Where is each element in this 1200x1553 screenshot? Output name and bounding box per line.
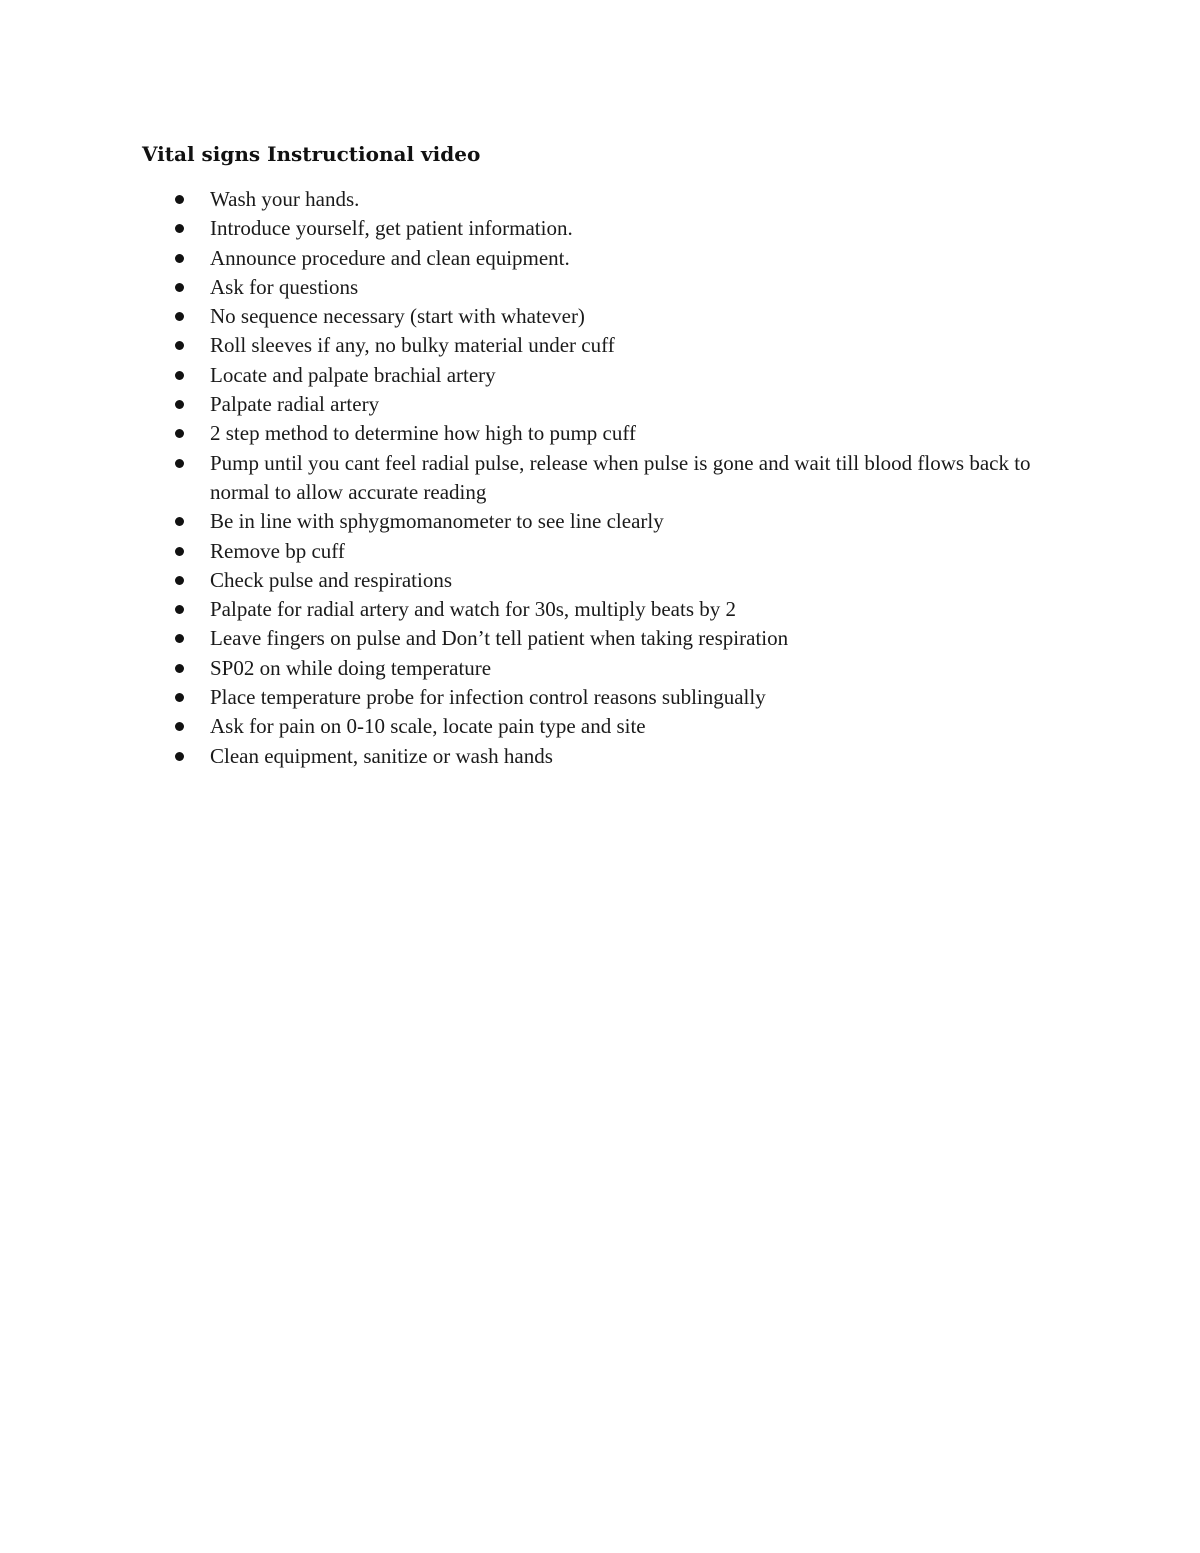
- bullet-icon: [175, 722, 184, 731]
- bullet-icon: [175, 664, 184, 673]
- list-item: [210, 449, 1070, 508]
- bullet-icon: [175, 195, 184, 204]
- list-item: [210, 390, 1070, 419]
- list-item-text: 2 step method to determine how high to pump cuff: [210, 421, 636, 446]
- list-item-text: SP02 on while doing temperature: [210, 655, 492, 680]
- list-item: [210, 537, 1070, 566]
- list-item-text: Clean equipment, sanitize or wash hands: [210, 743, 553, 768]
- bullet-icon: [175, 547, 184, 556]
- list-item: [210, 624, 1070, 653]
- bullet-icon: [175, 693, 184, 702]
- bullet-icon: [175, 400, 184, 409]
- list-item-text: Ask for pain on 0-10 scale, locate pain type and site: [210, 714, 646, 739]
- bullet-icon: [175, 371, 184, 380]
- bullet-icon: [175, 576, 184, 585]
- list-item-text: Introduce yourself, get patient information.: [210, 216, 573, 241]
- list-item: [210, 273, 1070, 302]
- list-item: [210, 302, 1070, 331]
- list-item: [210, 331, 1070, 360]
- list-item-text: Be in line with sphygmomanometer to see line clearly: [210, 509, 664, 534]
- list-item-text: No sequence necessary (start with whatever): [210, 304, 585, 329]
- list-item-text: Place temperature probe for infection control reasons sublingually: [210, 685, 766, 710]
- steps-list: [210, 185, 1070, 771]
- bullet-icon: [175, 341, 184, 350]
- list-item-text: Ask for questions: [210, 274, 359, 299]
- list-item: [210, 214, 1070, 243]
- list-item-text: Remove bp cuff: [210, 538, 345, 563]
- list-item: [210, 742, 1070, 771]
- list-item: [210, 595, 1070, 624]
- bullet-icon: [175, 283, 184, 292]
- list-item-text: Announce procedure and clean equipment.: [210, 245, 570, 270]
- bullet-icon: [175, 459, 184, 468]
- list-item: [210, 683, 1070, 712]
- list-item-text: Check pulse and respirations: [210, 567, 453, 592]
- list-item: [210, 419, 1070, 448]
- list-item: [210, 185, 1070, 214]
- list-item: [210, 566, 1070, 595]
- list-item: [210, 712, 1070, 741]
- list-item-text: Palpate radial artery: [210, 392, 380, 417]
- bullet-icon: [175, 634, 184, 643]
- list-item-text: Roll sleeves if any, no bulky material under cuff: [210, 333, 615, 358]
- list-item: [210, 244, 1070, 273]
- list-item-text: Leave fingers on pulse and Don’t tell patient when taking respiration: [210, 626, 789, 651]
- list-item-text: Palpate for radial artery and watch for 30s, multiply beats by 2: [210, 597, 737, 622]
- bullet-icon: [175, 312, 184, 321]
- bullet-icon: [175, 517, 184, 526]
- bullet-icon: [175, 605, 184, 614]
- document-title: Vital signs Instructional video: [142, 142, 481, 166]
- bullet-icon: [175, 254, 184, 263]
- list-item: [210, 507, 1070, 536]
- bullet-icon: [175, 429, 184, 438]
- list-item-text: Wash your hands.: [210, 187, 360, 211]
- list-item: [210, 654, 1070, 683]
- list-item: [210, 361, 1070, 390]
- bullet-icon: [175, 224, 184, 233]
- list-item-text: Pump until you cant feel radial pulse, release when pulse is gone and wait till blood flows back to normal to allow accurate reading: [210, 450, 1031, 504]
- list-item-text: Locate and palpate brachial artery: [210, 362, 496, 387]
- bullet-icon: [175, 752, 184, 761]
